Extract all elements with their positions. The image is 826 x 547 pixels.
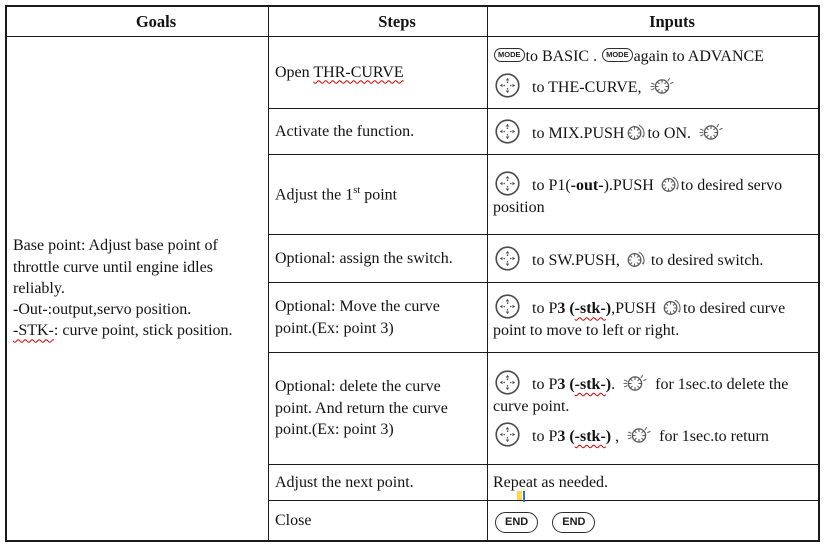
text-segment: Optional: Move the curve point.(Ex: point 3) <box>275 297 440 337</box>
text-segment: -out- <box>570 177 604 195</box>
input-cell-1 <box>488 37 818 109</box>
text-segment: to SW.PUSH, <box>528 252 624 269</box>
input-line <box>493 293 815 341</box>
step-cell-3 <box>269 155 488 235</box>
input-line <box>493 369 815 417</box>
text-segment: : curve point, stick position. <box>53 322 233 340</box>
input-line <box>493 72 815 99</box>
text-segment: , <box>611 428 624 446</box>
text-segment: -stk- <box>574 300 606 318</box>
steps-header-cell <box>269 7 488 37</box>
input-cell-6 <box>488 353 818 465</box>
dial-icon <box>659 174 680 195</box>
nav-pad-icon <box>494 369 521 396</box>
input-cell-8 <box>488 501 818 540</box>
step-text <box>275 62 478 84</box>
text-segment: ,PUSH <box>611 300 661 318</box>
text-segment: -stk- <box>574 428 606 446</box>
text-segment: -stk- <box>574 375 606 393</box>
text-segment: to MIX.PUSH <box>528 125 625 142</box>
dial-icon <box>625 249 646 270</box>
mode-button-icon: MODE <box>602 48 633 63</box>
text-segment: to P <box>528 375 558 393</box>
step-text <box>275 121 478 143</box>
text-segment: to THE-CURVE, <box>528 78 646 96</box>
text-segment: Optional: delete the curve point. And return the curve point.(Ex: point 3) <box>275 378 448 439</box>
highlight-mark <box>517 491 522 500</box>
input-cell-7 <box>488 465 818 501</box>
text-segment: ) <box>605 300 612 318</box>
goals-header-label: Goals <box>135 11 177 31</box>
step-cell-4 <box>269 235 488 283</box>
goals-header-cell <box>7 7 269 37</box>
text-segment: to P <box>528 300 558 318</box>
input-cell-2 <box>488 109 818 155</box>
goals-line <box>13 235 263 299</box>
input-cell-5 <box>488 283 818 353</box>
step-cell-7 <box>269 465 488 501</box>
step-cell-5 <box>269 283 488 353</box>
step-text <box>275 184 478 206</box>
text-segment: st <box>353 184 361 196</box>
text-segment: to BASIC . <box>525 48 602 66</box>
text-segment: for 1sec.to delete the curve point. <box>493 375 789 415</box>
text-segment: Open <box>275 63 314 81</box>
text-segment: 3 ( <box>557 375 575 393</box>
input-line <box>493 245 815 272</box>
inputs-header-label: Inputs <box>649 11 695 31</box>
nav-pad-icon <box>494 72 521 99</box>
nav-pad-icon <box>494 421 521 448</box>
nav-pad-icon <box>494 245 521 272</box>
text-segment: point <box>360 185 398 203</box>
input-cell-4 <box>488 235 818 283</box>
dial-icon <box>625 122 646 143</box>
dial-glow-icon <box>626 424 652 446</box>
text-segment: Optional: assign the switch. <box>275 249 453 267</box>
step-text <box>275 376 478 441</box>
input-cell-3 <box>488 155 818 235</box>
dial-icon <box>661 297 682 318</box>
goals-cell <box>7 37 269 540</box>
step-cell-6 <box>269 353 488 465</box>
text-segment: Base point: Adjust base point of throttle curve until engine idles reliably. <box>13 237 218 297</box>
input-line <box>493 170 815 218</box>
text-segment: to ON. <box>647 125 696 142</box>
input-line <box>493 46 815 67</box>
dial-glow-icon <box>622 372 648 394</box>
text-segment: Adjust the 1 <box>275 185 354 203</box>
input-line <box>493 118 815 145</box>
steps-header-label: Steps <box>378 11 416 31</box>
dial-glow-icon <box>649 75 675 97</box>
text-cursor-mark <box>523 491 525 502</box>
end-button-icon: END <box>552 512 595 533</box>
text-segment: ) <box>605 428 612 446</box>
text-segment: to desired curve point to move to left or right. <box>493 300 786 340</box>
text-segment: to desired switch. <box>646 252 764 269</box>
goals-line <box>13 320 263 341</box>
step-text <box>275 296 478 339</box>
text-segment: Close <box>275 511 312 529</box>
nav-pad-icon <box>494 118 521 145</box>
step-cell-1 <box>269 37 488 109</box>
input-line <box>493 472 815 493</box>
text-segment: Adjust the next point. <box>275 473 414 491</box>
text-segment: . <box>611 375 620 393</box>
input-line <box>493 508 815 533</box>
text-segment: ).PUSH <box>603 177 658 195</box>
instruction-table <box>5 5 820 542</box>
dial-glow-icon <box>698 121 724 143</box>
step-cell-2 <box>269 109 488 155</box>
step-cell-8 <box>269 501 488 540</box>
text-segment: to desired servo position <box>493 177 783 217</box>
text-segment: ) <box>605 375 612 393</box>
goals-line <box>13 299 263 320</box>
text-segment: THR-CURVE <box>313 63 404 81</box>
text-segment: 3 ( <box>557 300 575 318</box>
text-segment: for 1sec.to return <box>655 428 769 446</box>
text-segment: to P <box>528 428 558 446</box>
input-line <box>493 421 815 448</box>
text-segment: 3 ( <box>557 428 575 446</box>
step-text <box>275 472 478 494</box>
text-segment: again to ADVANCE <box>633 48 764 66</box>
inputs-header-cell <box>488 7 818 37</box>
text-segment: Repeat as needed. <box>493 473 609 491</box>
step-text <box>275 248 478 270</box>
mode-button-icon: MODE <box>494 48 525 63</box>
text-segment: to P1( <box>528 177 571 195</box>
text-segment: -STK- <box>13 322 54 340</box>
nav-pad-icon <box>494 293 521 320</box>
nav-pad-icon <box>494 170 521 197</box>
cursor-artifact <box>517 491 525 502</box>
end-button-icon: END <box>495 512 538 533</box>
text-segment: -Out-:output,servo position. <box>13 301 192 319</box>
step-text <box>275 510 478 532</box>
text-segment: Activate the function. <box>275 122 415 140</box>
